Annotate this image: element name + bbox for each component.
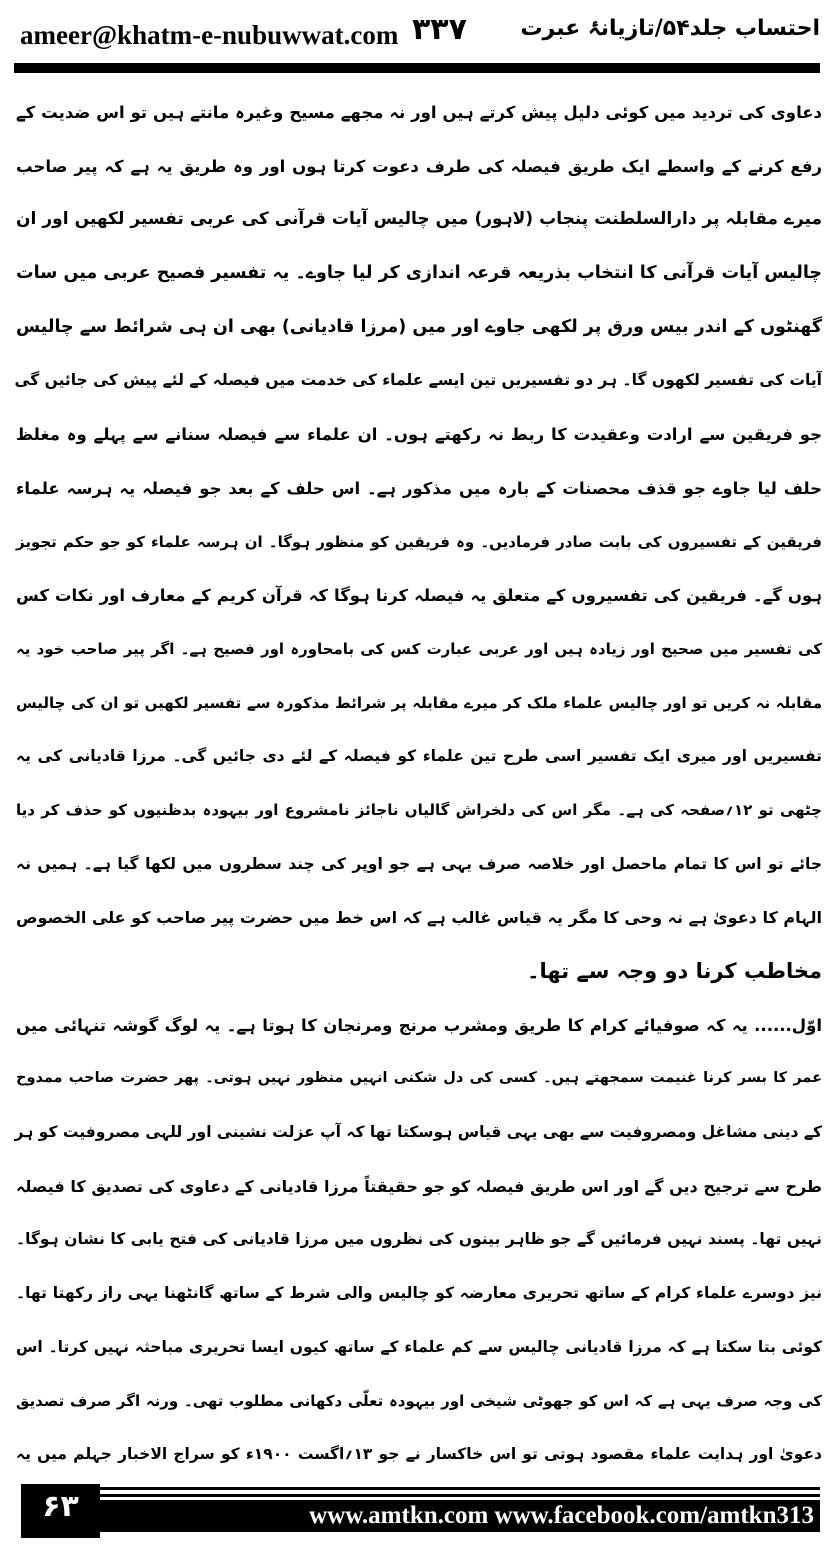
text-line: چالیس آیات قرآنی کا انتخاب بذریعہ قرعہ اندازی کر لیا جاوے۔ یہ تفسیر فصیح عربی میں سات xyxy=(16,263,822,284)
text-line: عمر کا بسر کرنا غنیمت سمجھتے ہیں۔ کسی کی دل شکنی انہیں منظور نہیں ہوتی۔ پھر حضرت صاحب ممدوح xyxy=(16,1070,822,1087)
text-line: گھنٹوں کے اندر بیس ورق پر لکھی جاوے اور میں (مرزا قادیانی) بھی ان ہی شرائط سے چالیس xyxy=(16,316,822,337)
text-line: حلف لیا جاوے جو قذف محصنات کے بارہ میں مذکور ہے۔ اس حلف کے بعد جو فیصلہ یہ ہرسہ علماء xyxy=(16,478,822,498)
text-line: دعاوی کی تردید میں کوئی دلیل پیش کرتے ہیں اور نہ مجھے مسیح وغیرہ مانتے ہیں تو اس ضدیت کے xyxy=(16,103,822,122)
text-line: کی وجہ صرف یہی ہے کہ اس کو جھوٹی شیخی اور بیہودہ تعلّی دکھانی مطلوب تھی۔ ورنہ اگر صرف تصدیق xyxy=(16,1391,822,1410)
text-line: نیز دوسرے علماء کرام کے ساتھ تحریری معارضہ کو چالیس والی شرط کے ساتھ گانٹھنا یہی راز رکھتا تھا۔ xyxy=(16,1284,822,1303)
text-line: مقابلہ نہ کریں تو اور چالیس علماء ملک کر میرے مقابلہ پر شرائط مذکورہ سے تفسیر لکھیں تو ان کی چالیس xyxy=(16,693,822,712)
text-line: الہام کا دعویٰ ہے نہ وحی کا مگر یہ قیاس غالب ہے کہ اس خط میں حضرت پیر صاحب کو علی الخصوص xyxy=(16,908,822,928)
text-line: کی تفسیر میں صحیح اور زیادہ ہیں اور عربی عبارت کس کی بامحاورہ اور فصیح ہے۔ اگر پیر صاحب خود یہ xyxy=(16,639,822,658)
text-line: آیات کی تفسیر لکھوں گا۔ ہر دو تفسیریں تین ایسے علماء کی خدمت میں فیصلہ کے لئے پیش کی جائیں گی xyxy=(14,371,822,390)
page-body xyxy=(16,86,822,1482)
footer-rule xyxy=(100,1494,820,1497)
header-page-number: ۳۳۷ xyxy=(412,12,467,47)
text-line: میرے مقابلہ پر دارالسلطنت پنجاب (لاہور) میں چالیس آیات قرآنی کی عربی تفسیر لکھیں اور ان xyxy=(16,209,822,230)
text-line: رفع کرنے کے واسطے ایک طریق فیصلہ کی طرف دعوت کرتا ہوں اور وہ طریق یہ ہے کہ پیر صاحب xyxy=(16,156,822,176)
header-rule xyxy=(14,63,820,73)
text-line: جائے تو اس کا تمام ماحصل اور خلاصہ صرف یہی ہے جو اوپر کی چند سطروں میں لکھا گیا ہے۔ ہمیں نہ xyxy=(16,854,822,873)
page-header xyxy=(14,10,822,60)
header-book-title: احتساب جلد۵۴/تازیانۂ عبرت xyxy=(520,16,820,41)
text-line: کوئی بتا سکتا ہے کہ مرزا قادیانی چالیس سے کم علماء کے ساتھ کیوں ایسا تحریری مباحثہ نہیں کرتا۔ اس xyxy=(16,1337,822,1356)
text-line: کے دینی مشاغل ومصروفیت سے بھی یہی قیاس ہوسکتا تھا کہ آپ عزلت نشینی اور للہی مصروفیت کو ہر xyxy=(14,1123,822,1142)
text-line: فریقین کے تفسیروں کی بابت صادر فرمادیں۔ وہ فریقین کو منظور ہوگا۔ ان ہرسہ علماء کو جو حکم تجویز xyxy=(16,532,822,551)
text-line: تفسیریں اور میری ایک تفسیر اسی طرح تین علماء کو فیصلہ کے لئے دی جائیں گی۔ مرزا قادیانی کی یہ xyxy=(16,747,822,766)
footer-page-number: ۶۳ xyxy=(21,1484,100,1538)
text-line: ہوں گے۔ فریقین کی تفسیروں کے متعلق یہ فیصلہ کرنا ہوگا کہ قرآن کریم کے معارف اور نکات کس xyxy=(16,586,822,606)
footer-rule xyxy=(100,1487,820,1490)
header-email: ameer@khatm-e-nubuwwat.com xyxy=(20,20,399,50)
text-line: مخاطب کرنا دو وجہ سے تھا۔ xyxy=(527,959,822,983)
text-line: جو فریقین سے ارادت وعقیدت کا ربط نہ رکھتے ہوں۔ ان علماء سے فیصلہ سنانے سے پہلے وہ مغلظ xyxy=(16,425,822,445)
text-line: دعویٰ اور ہدایت علماء مقصود ہوتی تو اس خاکسار نے جو ۱۳؍اگست ۱۹۰۰ء کو سراج الاخبار جہلم میں یہ xyxy=(16,1445,822,1464)
text-line: چٹھی تو ۱۲؍صفحہ کی ہے۔ مگر اس کی دلخراش گالیاں ناجائز نامشروع اور بیہودہ بدظنیوں کو حذف کر دیا xyxy=(16,800,822,819)
footer-links: www.amtkn.com www.facebook.com/amtkn313 www.emaktaba.info xyxy=(100,1500,820,1532)
text-line: طرح سے ترجیح دیں گے اور اس طریق فیصلہ کو جو حقیقتاً مرزا قادیانی کے دعاوی کی تصدیق کا فیصلہ xyxy=(16,1176,822,1196)
text-line: اوّل...... یہ کہ صوفیائے کرام کا طریق ومشرب مرنج ومرنجان کا ہوتا ہے۔ یہ لوگ گوشہ تنہائی میں xyxy=(16,1015,822,1035)
text-line: نہیں تھا۔ پسند نہیں فرمائیں گے جو ظاہر بینوں کی نظروں میں مرزا قادیانی کی فتح یابی کا نشان ہوگا۔ xyxy=(16,1230,822,1249)
